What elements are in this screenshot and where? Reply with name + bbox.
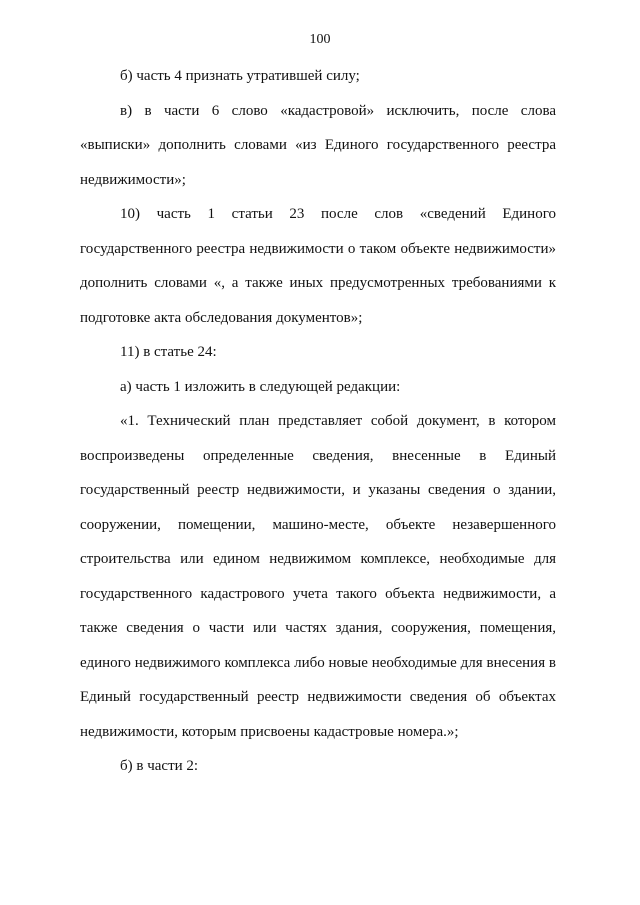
paragraph-10-article-23: 10) часть 1 статьи 23 после слов «сведений Единого государственного реестра недвижимости о таком объекте недвижимости» дополнить словами «, а также иных предусмотренных требованиями к подготовке акта обследования документов»; — [80, 206, 556, 326]
paragraph-b-part-4: б) часть 4 признать утратившей силу; — [120, 68, 360, 84]
page-number: 100 — [309, 32, 331, 47]
paragraph-v-part-6: в) в части 6 слово «кадастровой» исключить, после слова «выписки» дополнить словами «из Единого государственного реестра недвижимости»; — [80, 102, 556, 188]
paragraph-technical-plan-definition: «1. Технический план представляет собой документ, в котором воспроизведены определенные сведения, внесенные в Единый государственный реестр недвижимости, и указаны сведения о здании, сооружении, помещении, машино-месте, объекте незавершенного строительства или едином недвижимом комплексе, необходимые для государственного кадастрового учета такого объекта недвижимости, а также сведения о части или частях здания, сооружения, помещения, единого недвижимого комплекса либо новые необходимые для внесения в Единый государственный реестр недвижимости сведения об объектах недвижимости, которым присвоены кадастровые номера.»; — [80, 413, 556, 740]
document-body — [80, 59, 556, 784]
paragraph-11-article-24: 11) в статье 24: — [120, 344, 217, 360]
paragraph-b-part-2: б) в части 2: — [120, 758, 199, 774]
paragraph-a-part-1: а) часть 1 изложить в следующей редакции: — [120, 378, 401, 395]
